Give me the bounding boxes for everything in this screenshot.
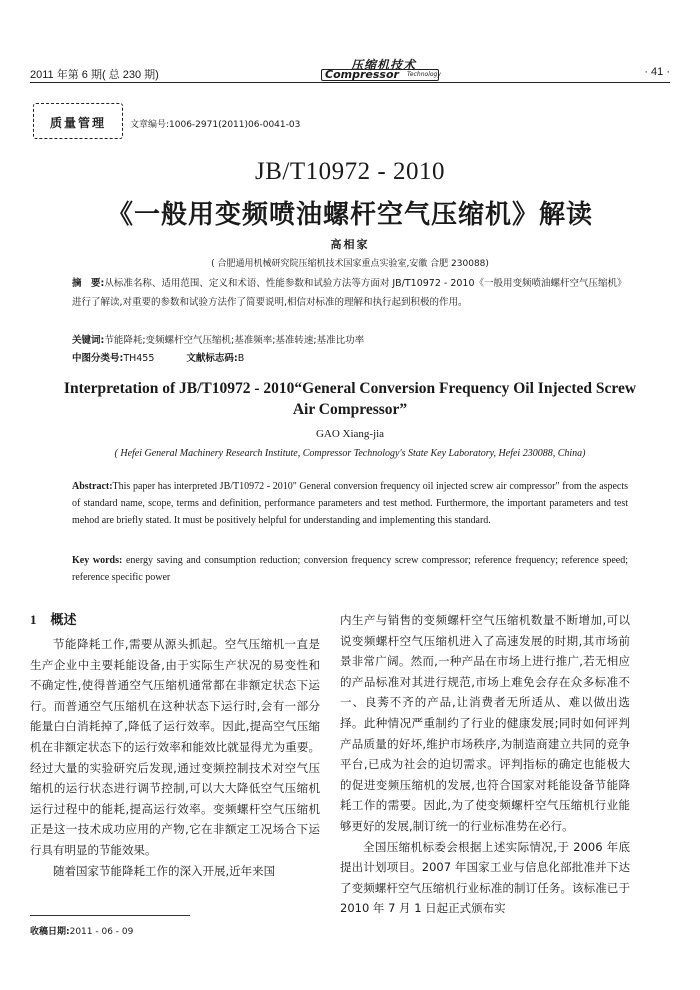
journal-name-en-suffix: Technology	[407, 71, 441, 78]
journal-name-cn: 压缩机技术	[351, 58, 417, 72]
article-title-cn: 《一般用变频喷油螺杆空气压缩机》解读	[106, 200, 593, 230]
header-rule	[30, 82, 670, 83]
section-title: 概述	[50, 613, 77, 628]
body-paragraph: 节能降耗工作,需要从源头抓起。空气压缩机一直是生产企业中主要耗能设备,由于实际生产状况的易变性和不确定性,使得普通空气压缩机通常都在非额定状态下运行。而普通空气压缩机在这种状态下运行时,会有一部分能量白白消耗掉了,降低了运行效率。因此,提高空气压缩机在非额定状态下的运行效率和能效比就显得尤为重要。经过大量的实验研究后发现,通过变频控制技术对空气压缩机的运行状态进行调节控制,可以大大降低空气压缩机运行过程中的能耗,提高运行效率。变频螺杆空气压缩机正是这一技术成功应用的产物,它在非额定工况场合下运行具有明显的节能效果。	[30, 637, 320, 857]
keywords-en	[72, 552, 628, 586]
abstract-cn	[72, 274, 632, 312]
footnote-rule	[30, 915, 190, 916]
column-label: 质量管理	[49, 116, 106, 130]
received-date-label: 收稿日期:	[30, 927, 70, 937]
abstract-cn-text: 从标准名称、适用范围、定义和术语、性能参数和试验方法等方面对 JB/T10972 - 2010《一般用变频喷油螺杆空气压缩机》进行了解读,对重要的参数和试验方法作了简要说明,相信对标准的理解和执行起到积极的作用。	[72, 278, 627, 308]
abstract-cn-label: 摘 要:	[72, 278, 105, 289]
keywords-cn-text: 节能降耗;变频螺杆空气压缩机;基准频率;基准转速;基准比功率	[104, 335, 365, 346]
column-badge	[33, 103, 123, 139]
body-paragraph: 全国压缩机标委会根据上述实际情况,于 2006 年底提出计划项目。2007 年国家工业与信息化部批准并下达了变频螺杆空气压缩机行业标准的制订任务。该标准已于 2010 年 7 月 1 日起正式颁布实	[340, 839, 630, 916]
doc-code-value: B	[237, 353, 245, 364]
body-column-left	[30, 610, 320, 881]
affiliation-en: ( Hefei General Machinery Research Institute, Compressor Technology's State Key Laboratory, Hefei 230088, China)	[114, 448, 586, 459]
article-title-en: Interpretation of JB/T10972 - 2010“General Conversion Frequency Oil Injected Screw Air Compressor”	[63, 380, 637, 418]
clc-value: TH455	[123, 353, 155, 364]
section-number: 1	[30, 612, 37, 627]
keywords-en-label: Key words:	[72, 555, 123, 566]
author-cn: 高相家	[330, 238, 370, 251]
received-date	[30, 924, 133, 937]
body-column-right	[340, 610, 630, 919]
section-heading	[30, 610, 320, 630]
journal-name-en: Compressor	[325, 68, 399, 81]
article-number: 文章编号:1006-2971(2011)06-0041-03	[130, 120, 301, 130]
standard-title: JB/T10972 - 2010	[255, 158, 445, 185]
affiliation-cn: ( 合肥通用机械研究院压缩机技术国家重点实验室,安徽 合肥 230088)	[211, 259, 489, 269]
abstract-en-label: Abstract:	[72, 481, 113, 492]
keywords-en-text: energy saving and consumption reduction; conversion frequency screw compressor; reference frequency; reference speed; reference specific power	[72, 555, 629, 583]
page-number: · 41 ·	[644, 66, 670, 78]
keywords-cn	[72, 332, 632, 346]
abstract-en-text: This paper has interpreted JB/T10972 - 2010" General conversion frequency oil injected screw air compressor" from the aspects of standard name, scope, terms and definition, performance parameters and test method. Furthermore, the important parameters and test mehod are briefly stated. It must be positively helpful for understanding and implementing this standard.	[72, 481, 628, 526]
issue-info: 2011 年第 6 期( 总 230 期)	[30, 69, 159, 81]
classification-line	[72, 350, 632, 364]
doc-code-label: 文献标志码:	[186, 353, 238, 364]
received-date-value: 2011 - 06 - 09	[69, 927, 134, 937]
journal-logo	[313, 58, 453, 82]
keywords-cn-label: 关键词:	[72, 335, 105, 346]
body-paragraph: 随着国家节能降耗工作的深入开展,近年来国	[53, 863, 276, 878]
author-en: GAO Xiang-jia	[315, 428, 385, 440]
body-paragraph: 内生产与销售的变频螺杆空气压缩机数量不断增加,可以说变频螺杆空气压缩机进入了高速发展的时期,其市场前景非常广阔。然而,一种产品在市场上进行推广,若无相应的产品标准对其进行规范,市场上难免会存在众多标准不一、良莠不齐的产品,让消费者无所适从、难以做出选择。此种情况严重制约了行业的健康发展;同时如何评判产品质量的好坏,维护市场秩序,为制造商建立共同的竞争平台,已成为社会的迫切需求。评判指标的确定也能极大的促进变频压缩机的发展,也符合国家对耗能设备节能降耗工作的需要。因此,为了使变频螺杆空气压缩机行业能够更好的发展,制订统一的行业标准势在必行。	[340, 613, 630, 833]
running-header	[30, 58, 670, 84]
abstract-en	[72, 478, 628, 529]
clc-label: 中图分类号:	[72, 353, 124, 364]
